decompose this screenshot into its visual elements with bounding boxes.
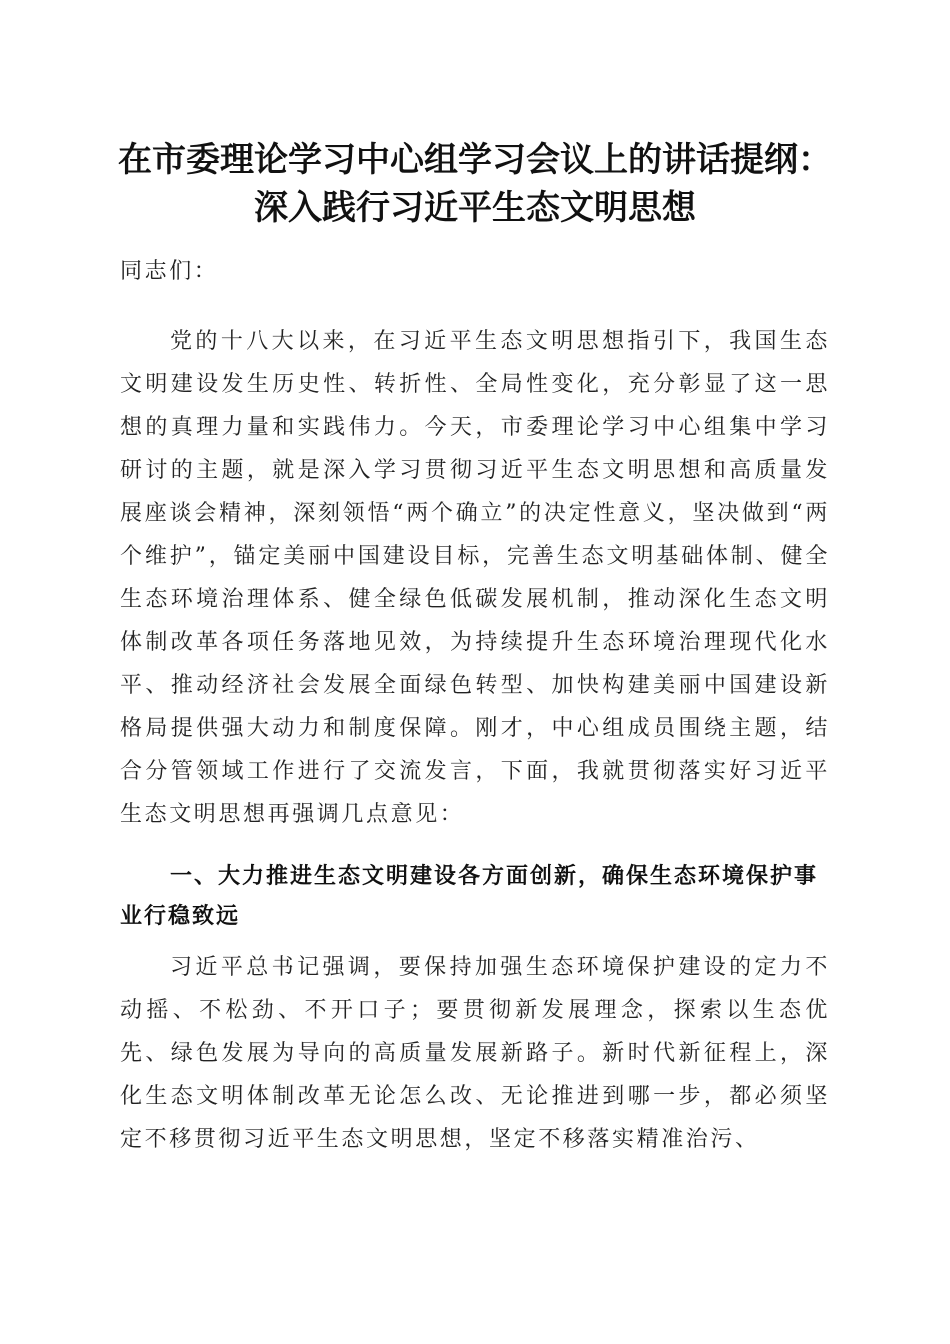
salutation: 同志们： — [120, 259, 219, 284]
section-heading-1: 一、大力推进生态文明建设各方面创新，确保生态环境保护事业行稳致远 — [120, 864, 819, 929]
document-title-line-2: 深入践行习近平生态文明思想 — [254, 188, 696, 228]
body-paragraph-1: 党的十八大以来，在习近平生态文明思想指引下，我国生态文明建设发生历史性、转折性、全局性变化，充分彰显了这一思想的真理力量和实践伟力。今天，市委理论学习中心组集中学习研讨的主题，就是深入学习贯彻习近平生态文明思想和高质量发展座谈会精神，深刻领悟“两个确立”的决定性意义，坚决做到“两个维护”，锚定美丽中国建设目标，完善生态文明基础体制、健全生态环境治理体系、健全绿色低碳发展机制，推动深化生态文明体制改革各项任务落地见效，为持续提升生态环境治理现代化水平、推动经济社会发展全面绿色转型、加快构建美丽中国建设新格局提供强大动力和制度保障。刚才，中心组成员围绕主题，结合分管领域工作进行了交流发言，下面，我就贯彻落实好习近平生态文明思想再强调几点意见： — [120, 329, 830, 827]
document-title-line-1: 在市委理论学习中心组学习会议上的讲话提纲： — [118, 140, 832, 180]
body-paragraph-2: 习近平总书记强调，要保持加强生态环境保护建设的定力不动摇、不松劲、不开口子；要贯彻新发展理念，探索以生态优先、绿色发展为导向的高质量发展新路子。新时代新征程上，深化生态文明体制改革无论怎么改、无论推进到哪一步，都必须坚定不移贯彻习近平生态文明思想，坚定不移落实精准治污、 — [120, 955, 830, 1152]
